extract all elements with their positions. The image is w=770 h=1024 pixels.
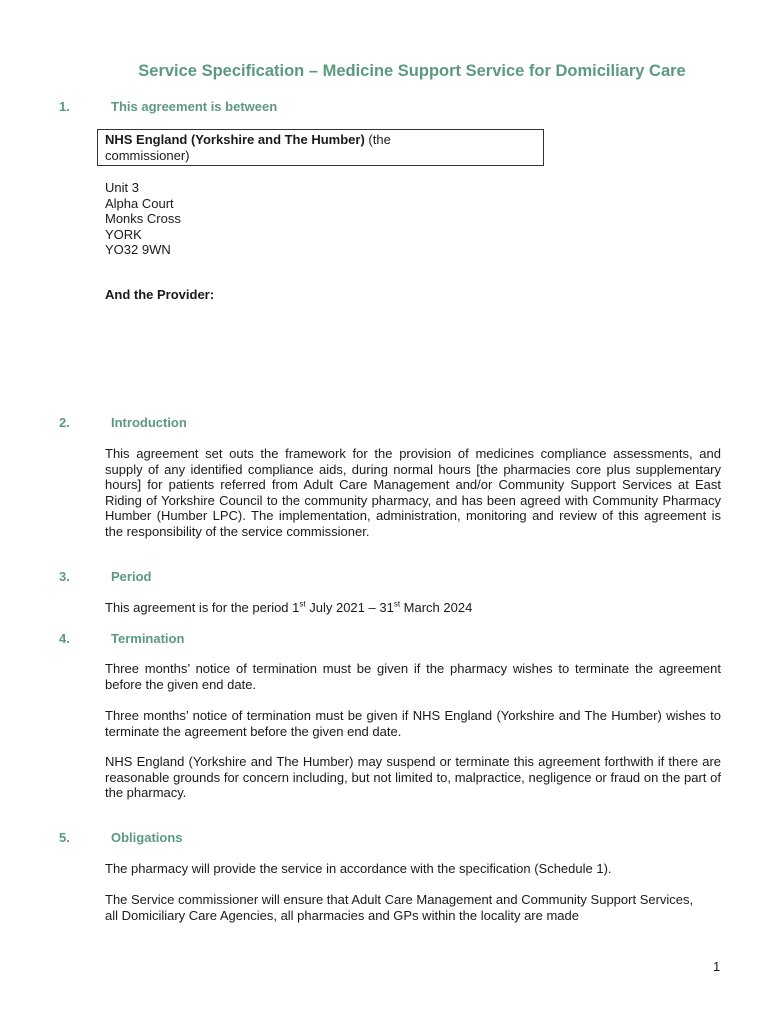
section-5-number: 5. — [59, 830, 70, 845]
address-line: Unit 3 — [105, 180, 139, 195]
section-3-number: 3. — [59, 569, 70, 584]
commissioner-box — [97, 129, 544, 166]
termination-paragraph-2: Three months’ notice of termination must be given if NHS England (Yorkshire and The Humber) wishes to terminate the agreement before the given end date. — [105, 708, 721, 739]
commissioner-address — [105, 180, 181, 258]
section-2-title: Introduction — [111, 415, 187, 430]
section-1-title: This agreement is between — [111, 99, 278, 114]
obligations-paragraph-2: The Service commissioner will ensure that Adult Care Management and Community Support Services, all Domiciliary Care Agencies, all pharmacies and GPs within the locality are made — [105, 892, 694, 923]
address-line: Alpha Court — [105, 195, 174, 211]
section-2-number: 2. — [59, 415, 70, 430]
address-line: YORK — [105, 226, 142, 242]
document-title: Service Specification – Medicine Support Service for Domiciliary Care — [138, 62, 686, 80]
section-3-title: Period — [111, 569, 152, 584]
section-4-title: Termination — [111, 631, 185, 646]
termination-paragraph-1: Three months’ notice of termination must be given if the pharmacy wishes to terminate the agreement before the given end date. — [105, 661, 721, 692]
commissioner-role-close: commissioner) — [105, 148, 190, 163]
introduction-paragraph: This agreement set outs the framework for the provision of medicines compliance assessments, and supply of any identified compliance aids, during normal hours [the pharmacies core plus supplementary hours] for patients referred from Adult Care Management and/or Community Support Services at East Riding of Yorkshire Council to the community pharmacy, and has been agreed with Community Pharmacy Humber (Humber LPC). The implementation, administration, monitoring and review of this agreement is the responsibility of the service commissioner. — [105, 446, 721, 539]
page-number: 1 — [713, 959, 721, 974]
commissioner-name: NHS England (Yorkshire and The Humber) — [105, 132, 365, 147]
address-line: YO32 9WN — [105, 242, 171, 258]
address-line: Monks Cross — [105, 211, 181, 227]
section-5-title: Obligations — [111, 830, 183, 845]
section-1-number: 1. — [59, 99, 70, 114]
commissioner-role-open: (the — [364, 132, 391, 147]
provider-label: And the Provider: — [105, 287, 215, 302]
period-paragraph: This agreement is for the period 1st July 2021 – 31st March 2024 — [105, 599, 473, 615]
obligations-paragraph-1: The pharmacy will provide the service in accordance with the specification (Schedule 1). — [105, 861, 612, 876]
termination-paragraph-3: NHS England (Yorkshire and The Humber) may suspend or terminate this agreement forthwith if there are reasonable grounds for concern including, but not limited to, malpractice, negligence or fraud on the part of the pharmacy. — [105, 754, 721, 801]
section-4-number: 4. — [59, 631, 70, 646]
